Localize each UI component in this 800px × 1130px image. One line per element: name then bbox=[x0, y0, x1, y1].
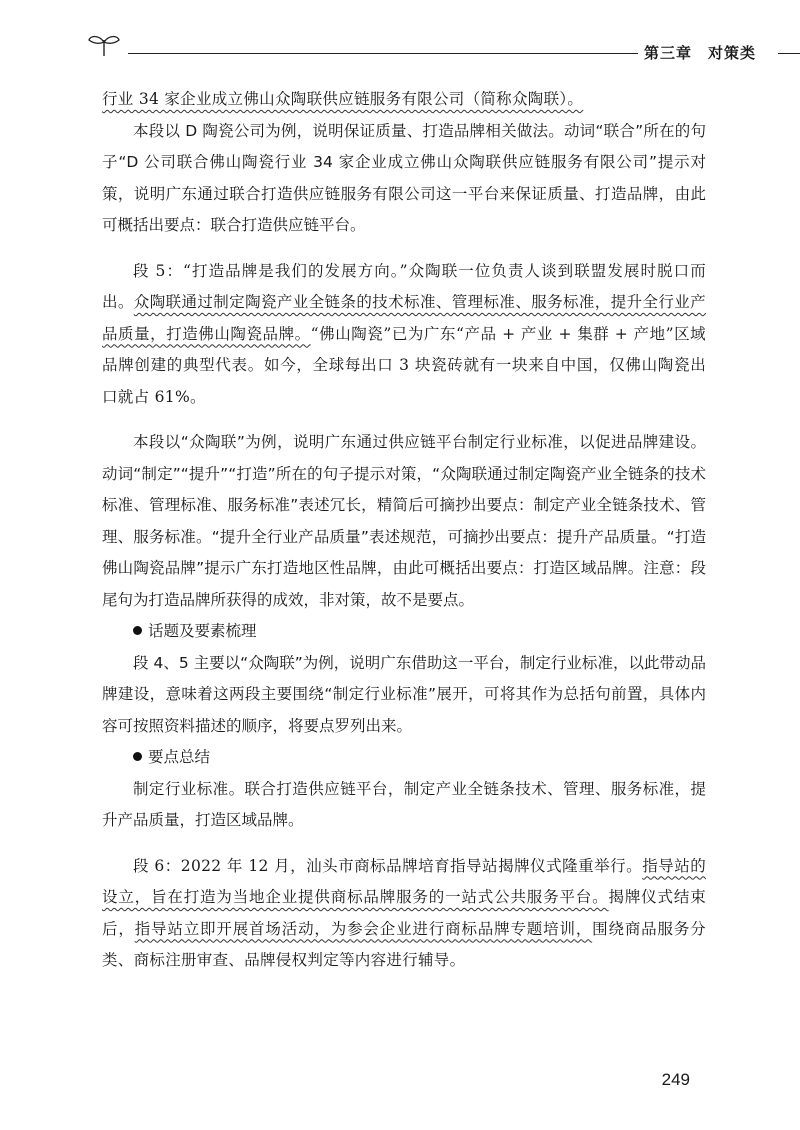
underlined-text: 为参会企业进行商标品牌专题培训， bbox=[330, 919, 593, 938]
source-text: 段 5：“打造品牌是我们的发展方向。”众陶联一位负责人谈到联盟发展时脱口而出。 bbox=[102, 261, 706, 311]
underlined-text: 指导站的设立，旨在打造为当地企业提供商标品牌服务的一站式公共服务平台。 bbox=[102, 856, 707, 906]
section-bullet bbox=[102, 742, 706, 774]
header-rule-left bbox=[128, 53, 638, 54]
source-paragraph bbox=[102, 256, 706, 414]
bullet-dot-icon bbox=[133, 626, 142, 635]
analysis-paragraph: 段 4、5 主要以“众陶联”为例，说明广东借助这一平台，制定行业标准，以此带动品牌建设，意味着这两段主要围绕“制定行业标准”展开，可将其作为总括句前置，具体内容可按照资料描述的顺序，将要点罗列出来。 bbox=[102, 653, 706, 735]
sprout-icon bbox=[86, 30, 122, 60]
bullet-dot-icon bbox=[133, 752, 142, 761]
underlined-text: 指导站立即开展首场活动， bbox=[134, 919, 331, 938]
source-paragraph bbox=[102, 851, 706, 977]
underlined-text: 众陶联通过制定陶瓷产业全链条的技术标准、管理标准、服务标准，提升全行业产品质量，打造佛山陶瓷品牌。 bbox=[102, 293, 706, 343]
source-paragraph-continued bbox=[102, 84, 706, 116]
source-text: 段 6：2022 年 12 月，汕头市商标品牌培育指导站揭牌仪式隆重举行。 bbox=[133, 856, 643, 875]
chapter-title: 第三章 对策类 bbox=[644, 44, 757, 62]
analysis-paragraph: 本段以 D 陶瓷公司为例，说明保证质量、打造品牌相关做法。动词“联合”所在的句子“D 公司联合佛山陶瓷行业 34 家企业成立佛山众陶联供应链服务有限公司”提示对策，说明广东通过联合打造供应链服务有限公司这一平台来保证质量、打造品牌，由此可概括出要点：联合打造供应链平台。 bbox=[102, 121, 706, 234]
page-header bbox=[86, 30, 776, 70]
bullet-label: 要点总结 bbox=[148, 748, 211, 766]
bullet-label: 话题及要素梳理 bbox=[148, 622, 257, 640]
source-text: 围绕商品服务分类、商标注册审查、品牌侵权判定等内容进行辅导。 bbox=[102, 919, 706, 969]
header-rule-right bbox=[778, 53, 800, 54]
underlined-text: 行业 34 家企业成立佛山众陶联供应链服务有限公司（简称众陶联）。 bbox=[102, 90, 584, 108]
source-text: “佛山陶瓷”已为广东“产品 + 产业 + 集群 + 产地”区域品牌创建的典型代表。如今，全球每出口 3 块瓷砖就有一块来自中国，仅佛山陶瓷出口就占 61%。 bbox=[102, 324, 706, 406]
page-body bbox=[102, 84, 706, 977]
page-number: 249 bbox=[661, 1070, 690, 1089]
section-bullet bbox=[102, 616, 706, 648]
summary-paragraph: 制定行业标准。联合打造供应链平台，制定产业全链条技术、管理、服务标准，提升产品质量，打造区域品牌。 bbox=[102, 779, 706, 829]
analysis-paragraph: 本段以“众陶联”为例，说明广东通过供应链平台制定行业标准，以促进品牌建设。动词“制定”“提升”“打造”所在的句子提示对策，“众陶联通过制定陶瓷产业全链条的技术标准、管理标准、服务标准”表述冗长，精简后可摘抄出要点：制定产业全链条技术、管理、服务标准。“提升全行业产品质量”表述规范，可摘抄出要点：提升产品质量。“打造佛山陶瓷品牌”提示广东打造地区性品牌，由此可概括出要点：打造区域品牌。注意：段尾句为打造品牌所获得的成效，非对策，故不是要点。 bbox=[102, 433, 706, 609]
source-text: 揭牌仪式结束后， bbox=[102, 888, 706, 938]
